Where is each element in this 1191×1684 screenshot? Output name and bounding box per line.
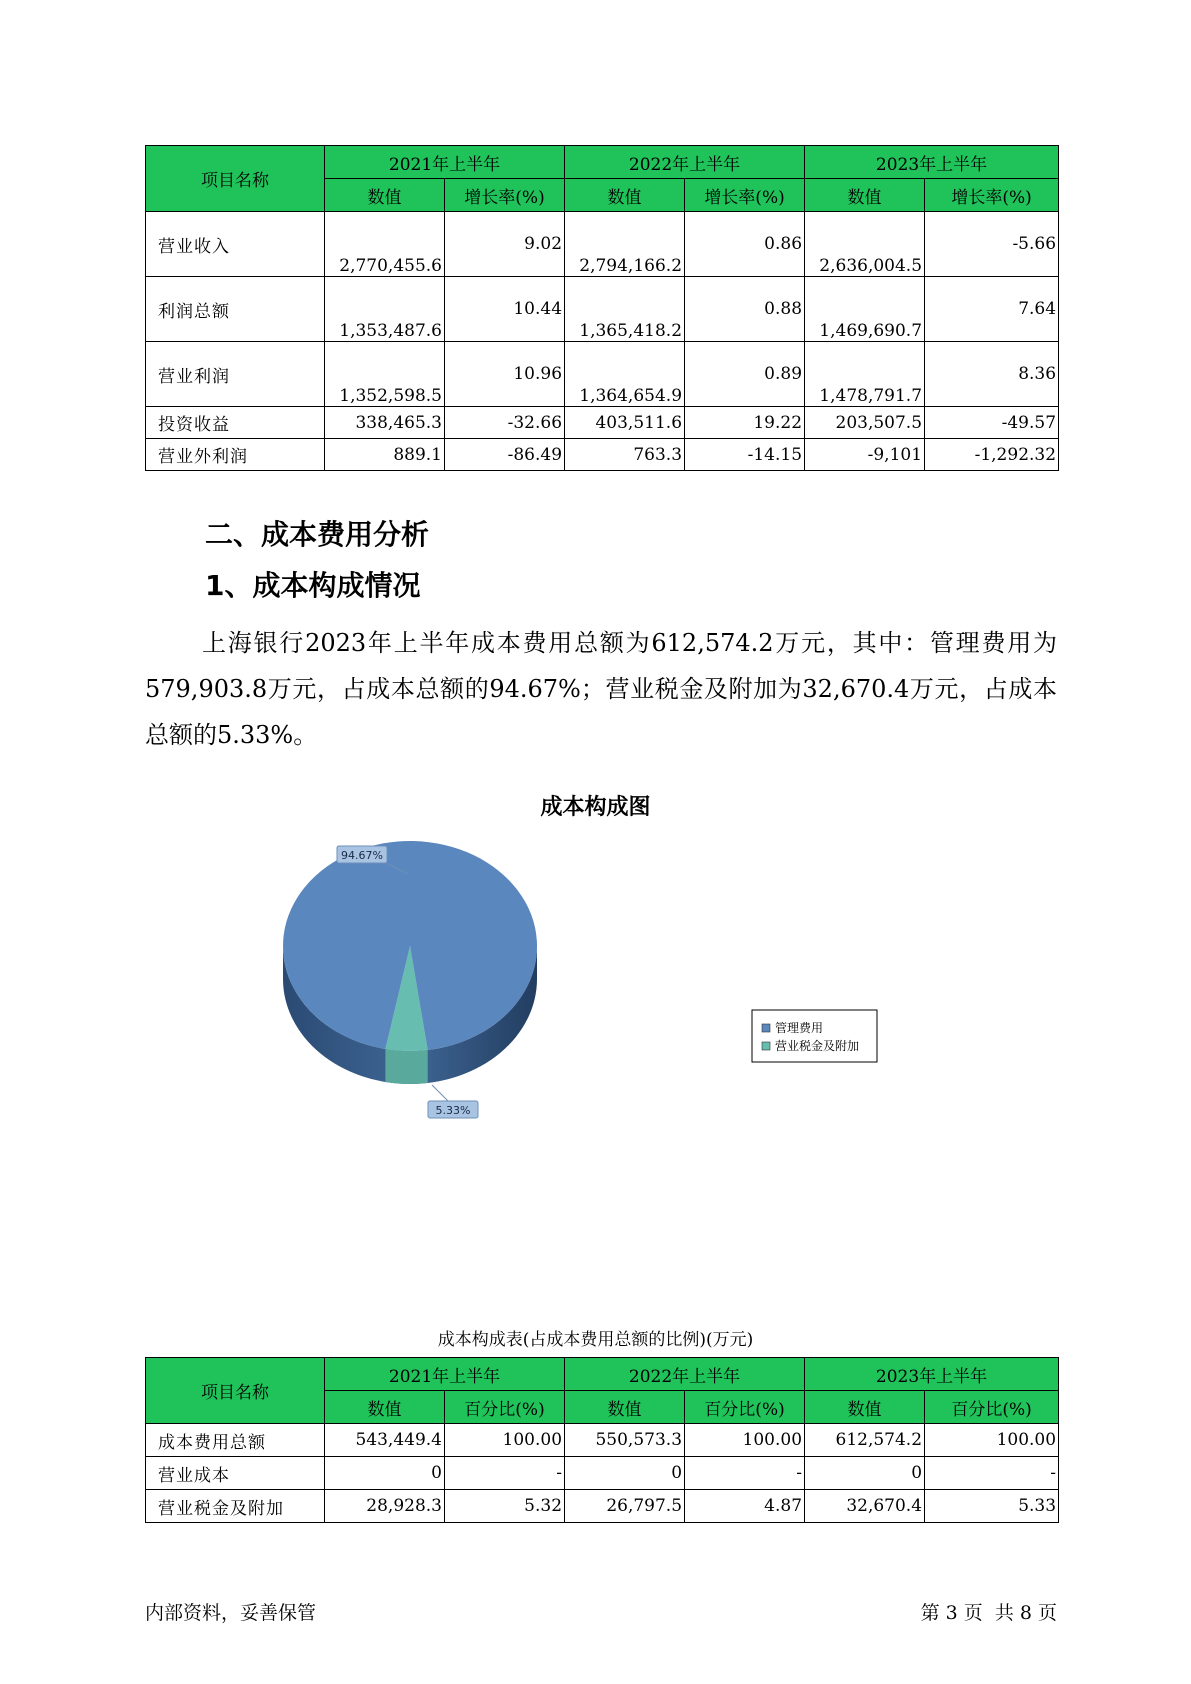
cell-value: 0	[565, 1457, 685, 1490]
table-row	[146, 439, 1059, 471]
cell-value: 28,928.3	[325, 1490, 445, 1523]
cell-value: 1,353,487.6	[325, 277, 445, 342]
section-heading: 二、成本费用分析	[205, 518, 430, 551]
cell-value: 26,797.5	[565, 1490, 685, 1523]
row-label: 营业外利润	[146, 439, 325, 471]
header-year-2022: 2022年上半年	[565, 1358, 805, 1391]
cell-value: 1,478,791.7	[805, 342, 925, 407]
header-year-2023: 2023年上半年	[805, 1358, 1059, 1391]
footer-confidential-note: 内部资料，妥善保管	[145, 1602, 317, 1624]
header-growth: 增长率(%)	[445, 179, 565, 212]
legend-label-admin-expense: 管理费用	[775, 1021, 824, 1035]
cell-value: 889.1	[325, 439, 445, 471]
row-label: 成本费用总额	[146, 1424, 325, 1457]
header-pct: 百分比(%)	[685, 1391, 805, 1424]
cell-value: 0	[805, 1457, 925, 1490]
header-value: 数值	[325, 1391, 445, 1424]
cell-pct: 4.87	[685, 1490, 805, 1523]
header-value: 数值	[805, 1391, 925, 1424]
body-paragraph: 上海银行2023年上半年成本费用总额为612,574.2万元，其中：管理费用为579,903.8万元，占成本总额的94.67%；营业税金及附加为32,670.4万元，占成本总额的5.33%。	[145, 629, 1057, 749]
cell-growth: -32.66	[445, 407, 565, 439]
data-label-business-tax	[428, 1101, 478, 1118]
header-item: 项目名称	[146, 146, 325, 212]
cell-growth: -86.49	[445, 439, 565, 471]
table-row	[146, 342, 1059, 407]
cell-growth: -49.57	[925, 407, 1059, 439]
cell-growth: 9.02	[445, 212, 565, 277]
table-row	[146, 1490, 1059, 1523]
cell-value: 550,573.3	[565, 1424, 685, 1457]
cell-growth: 19.22	[685, 407, 805, 439]
cell-value: 1,365,418.2	[565, 277, 685, 342]
pie-top-slices	[283, 841, 537, 1051]
svg-text:5.33%: 5.33%	[435, 1104, 471, 1117]
header-year-2021: 2021年上半年	[325, 1358, 565, 1391]
footer-page-number: 第 3 页 共 8 页	[920, 1602, 1057, 1624]
cell-pct: -	[685, 1457, 805, 1490]
header-year-2021: 2021年上半年	[325, 146, 565, 179]
legend-swatch-business-tax	[762, 1042, 770, 1050]
financial-growth-table	[145, 145, 1059, 471]
header-value: 数值	[805, 179, 925, 212]
cell-value: 403,511.6	[565, 407, 685, 439]
cell-growth: 10.44	[445, 277, 565, 342]
cell-value: 1,469,690.7	[805, 277, 925, 342]
cell-growth: 10.96	[445, 342, 565, 407]
header-growth: 增长率(%)	[685, 179, 805, 212]
cell-value: 543,449.4	[325, 1424, 445, 1457]
cell-pct: 5.33	[925, 1490, 1059, 1523]
cell-growth: -5.66	[925, 212, 1059, 277]
table-row	[146, 407, 1059, 439]
header-pct: 百分比(%)	[925, 1391, 1059, 1424]
cell-value: 1,352,598.5	[325, 342, 445, 407]
cell-growth: 0.89	[685, 342, 805, 407]
cell-value: 0	[325, 1457, 445, 1490]
cell-pct: -	[925, 1457, 1059, 1490]
chart-legend	[752, 1010, 877, 1062]
cell-pct: 100.00	[445, 1424, 565, 1457]
svg-text:94.67%: 94.67%	[341, 849, 383, 862]
cell-growth: -14.15	[685, 439, 805, 471]
cell-value: 2,636,004.5	[805, 212, 925, 277]
row-label: 投资收益	[146, 407, 325, 439]
header-value: 数值	[565, 1391, 685, 1424]
cell-pct: -	[445, 1457, 565, 1490]
chart-title: 成本构成图	[540, 795, 651, 820]
cost-composition-table	[145, 1357, 1059, 1523]
table2-caption: 成本构成表(占成本费用总额的比例)(万元)	[437, 1330, 754, 1350]
table-row	[146, 1424, 1059, 1457]
header-value: 数值	[565, 179, 685, 212]
cell-value: 763.3	[565, 439, 685, 471]
table-row	[146, 277, 1059, 342]
header-pct: 百分比(%)	[445, 1391, 565, 1424]
row-label: 营业成本	[146, 1457, 325, 1490]
leader-line	[432, 1085, 448, 1101]
row-label: 营业税金及附加	[146, 1490, 325, 1523]
cell-pct: 100.00	[685, 1424, 805, 1457]
header-year-2023: 2023年上半年	[805, 146, 1059, 179]
cell-value: 203,507.5	[805, 407, 925, 439]
cell-growth: 7.64	[925, 277, 1059, 342]
header-year-2022: 2022年上半年	[565, 146, 805, 179]
pie-chart	[0, 840, 1191, 1140]
legend-label-business-tax: 营业税金及附加	[775, 1039, 860, 1053]
header-value: 数值	[325, 179, 445, 212]
cell-growth: 8.36	[925, 342, 1059, 407]
legend-swatch-admin-expense	[762, 1024, 770, 1032]
cell-value: 338,465.3	[325, 407, 445, 439]
cell-growth: 0.86	[685, 212, 805, 277]
cell-value: 2,770,455.6	[325, 212, 445, 277]
table-row	[146, 1457, 1059, 1490]
cell-growth: -1,292.32	[925, 439, 1059, 471]
row-label: 利润总额	[146, 277, 325, 342]
cell-value: 2,794,166.2	[565, 212, 685, 277]
row-label: 营业利润	[146, 342, 325, 407]
cell-growth: 0.88	[685, 277, 805, 342]
sub-heading: 1、成本构成情况	[205, 569, 421, 602]
cell-value: 1,364,654.9	[565, 342, 685, 407]
header-item: 项目名称	[146, 1358, 325, 1424]
data-label-admin-expense	[337, 846, 387, 863]
cell-value: 32,670.4	[805, 1490, 925, 1523]
row-label: 营业收入	[146, 212, 325, 277]
table-row	[146, 212, 1059, 277]
cell-value: -9,101	[805, 439, 925, 471]
header-growth: 增长率(%)	[925, 179, 1059, 212]
pie-side-business-tax	[385, 1049, 427, 1084]
cell-pct: 5.32	[445, 1490, 565, 1523]
cell-value: 612,574.2	[805, 1424, 925, 1457]
cell-pct: 100.00	[925, 1424, 1059, 1457]
